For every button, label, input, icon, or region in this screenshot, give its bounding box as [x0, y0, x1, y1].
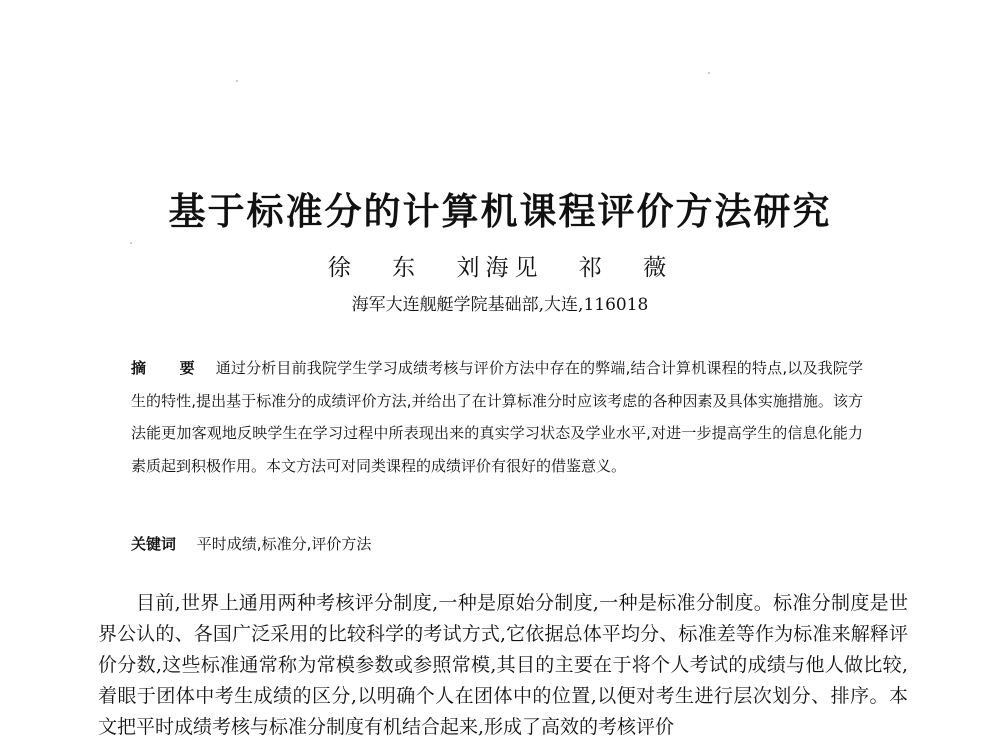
scan-speck — [708, 72, 710, 74]
abstract-block — [131, 352, 863, 482]
scan-speck — [130, 242, 132, 244]
paper-affiliation: 海军大连舰艇学院基础部,大连,116018 — [351, 295, 649, 315]
keywords-block — [131, 530, 863, 558]
abstract-text: 通过分析目前我院学生学习成绩考核与评价方法中存在的弊端,结合计算机课程的特点,以及我院学生的特性,提出基于标准分的成绩评价方法,并给出了在计算标准分时应该考虑的各种因素及具体实施措施。该方法能更加客观地反映学生在学习过程中所表现出来的真实学习状态及学业水平,对进一步提高学生的信息化能力素质起到积极作用。本文方法可对同类课程的成绩评价有很好的借鉴意义。 — [131, 359, 863, 475]
scan-speck — [236, 80, 238, 82]
abstract-label: 摘 要 — [131, 359, 209, 377]
body-paragraph: 目前,世界上通用两种考核评分制度,一种是原始分制度,一种是标准分制度。标准分制度是世界公认的、各国广泛采用的比较科学的考试方式,它依据总体平均分、标准差等作为标准来解释评价分数,这些标准通常称为常模参数或参照常模,其目的主要在于将个人考试的成绩与他人做比较,着眼于团体中考生成绩的区分,以明确个人在团体中的位置,以便对考生进行层次划分、排序。本文把平时成绩考核与标准分制度有机结合起来,形成了高效的考核评价 — [98, 592, 908, 738]
keywords-label: 关键词 — [131, 535, 177, 553]
keywords-text: 平时成绩,标准分,评价方法 — [196, 535, 372, 553]
paper-title: 基于标准分的计算机课程评价方法研究 — [168, 190, 832, 233]
paper-authors: 徐 东 刘海见 祁 薇 — [327, 255, 673, 281]
